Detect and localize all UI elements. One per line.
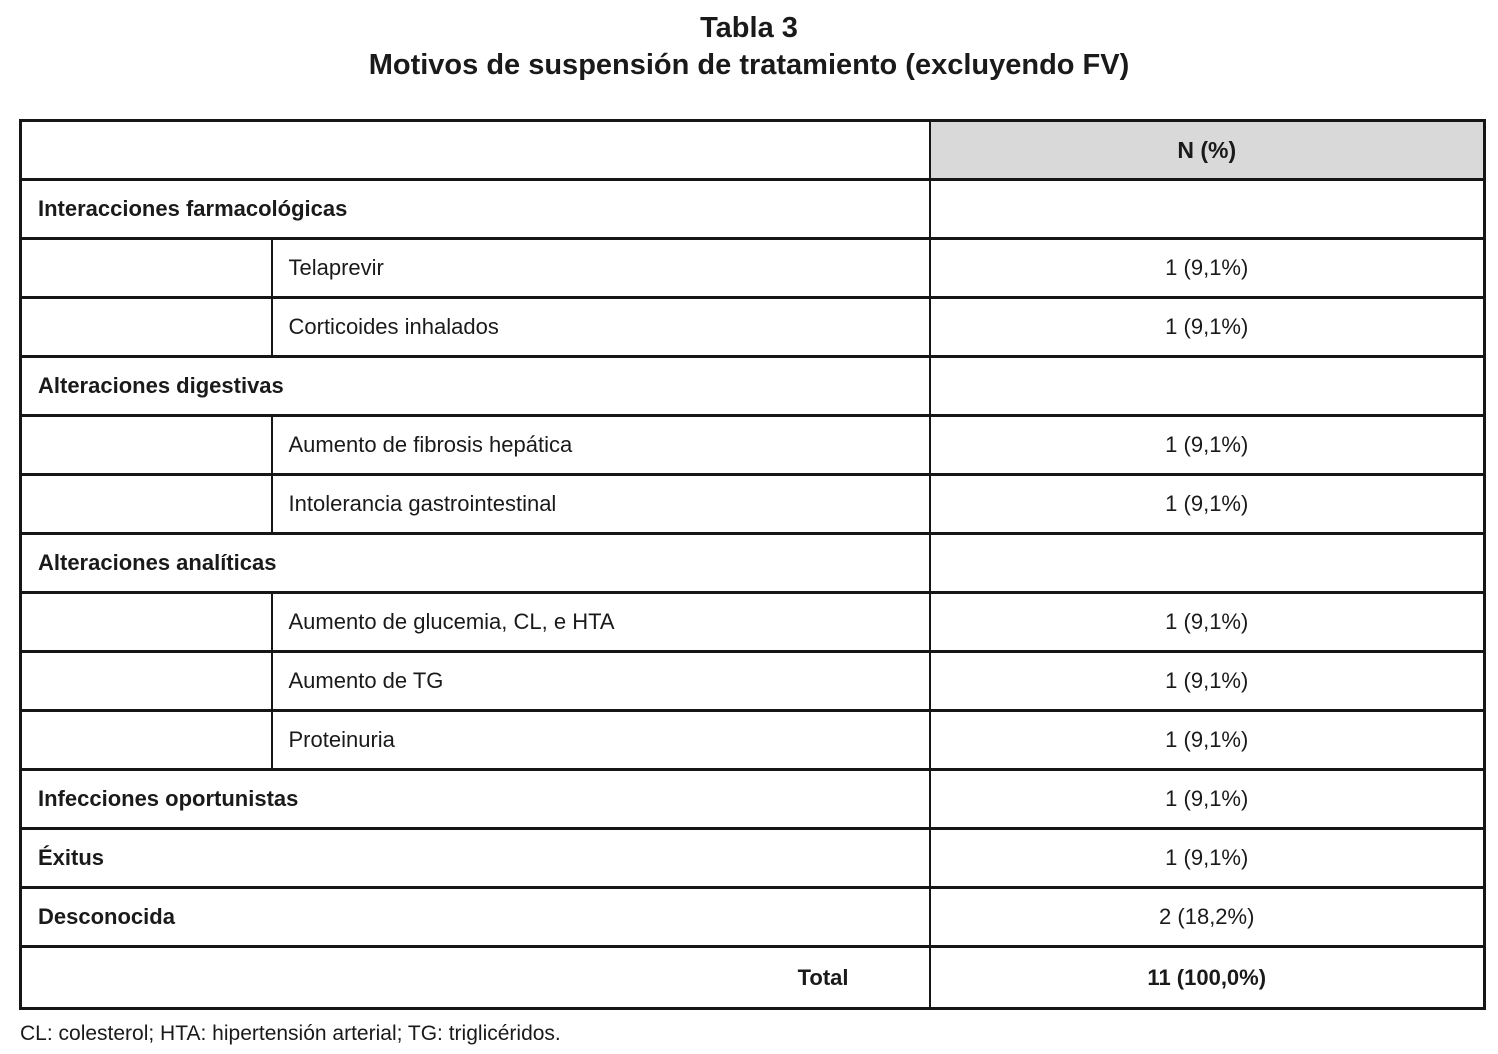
indent-spacer-cell [21,475,272,534]
footnote: CL: colesterol; HTA: hipertensión arterial; TG: triglicéridos. [20,1022,561,1045]
table-subtitle: Motivos de suspensión de tratamiento (excluyendo FV) [368,49,1130,81]
indent-spacer-cell [21,239,272,298]
value-cell: 1 (9,1%) [930,298,1485,357]
indent-spacer-cell [21,711,272,770]
category-label: Interacciones farmacológicas [21,180,930,239]
category-label: Desconocida [21,888,930,947]
item-label: Aumento de glucemia, CL, e HTA [272,593,930,652]
value-cell [930,357,1485,416]
value-cell: 1 (9,1%) [930,652,1485,711]
indent-spacer-cell [21,652,272,711]
indent-spacer-cell [21,298,272,357]
value-cell: 1 (9,1%) [930,416,1485,475]
item-row [21,298,1485,357]
header-empty-cell [21,121,930,180]
value-cell: 1 (9,1%) [930,593,1485,652]
item-row [21,416,1485,475]
value-cell: 1 (9,1%) [930,711,1485,770]
category-label: Éxitus [21,829,930,888]
item-label: Aumento de fibrosis hepática [272,416,930,475]
total-label: Total [21,947,930,1009]
table-number-title: Tabla 3 [700,12,798,44]
item-row [21,652,1485,711]
value-cell: 11 (100,0%) [930,947,1485,1009]
value-cell [930,534,1485,593]
item-label: Proteinuria [272,711,930,770]
category-value-row [21,770,1485,829]
category-row [21,180,1485,239]
value-cell: 1 (9,1%) [930,829,1485,888]
category-label: Infecciones oportunistas [21,770,930,829]
value-cell [930,180,1485,239]
total-row [21,947,1485,1009]
value-cell: 1 (9,1%) [930,239,1485,298]
suspension-reasons-table [19,119,1486,1010]
item-row [21,239,1485,298]
category-row [21,534,1485,593]
indent-spacer-cell [21,593,272,652]
item-row [21,475,1485,534]
category-value-row [21,888,1485,947]
value-cell: 1 (9,1%) [930,770,1485,829]
item-row [21,593,1485,652]
header-row [21,121,1485,180]
value-cell: 2 (18,2%) [930,888,1485,947]
table-body [21,180,1485,1009]
item-label: Telaprevir [272,239,930,298]
value-cell: 1 (9,1%) [930,475,1485,534]
category-row [21,357,1485,416]
item-label: Intolerancia gastrointestinal [272,475,930,534]
item-label: Corticoides inhalados [272,298,930,357]
item-label: Aumento de TG [272,652,930,711]
title-block [0,10,1498,84]
category-value-row [21,829,1485,888]
indent-spacer-cell [21,416,272,475]
item-row [21,711,1485,770]
column-header-n-pct: N (%) [930,121,1485,180]
category-label: Alteraciones analíticas [21,534,930,593]
category-label: Alteraciones digestivas [21,357,930,416]
